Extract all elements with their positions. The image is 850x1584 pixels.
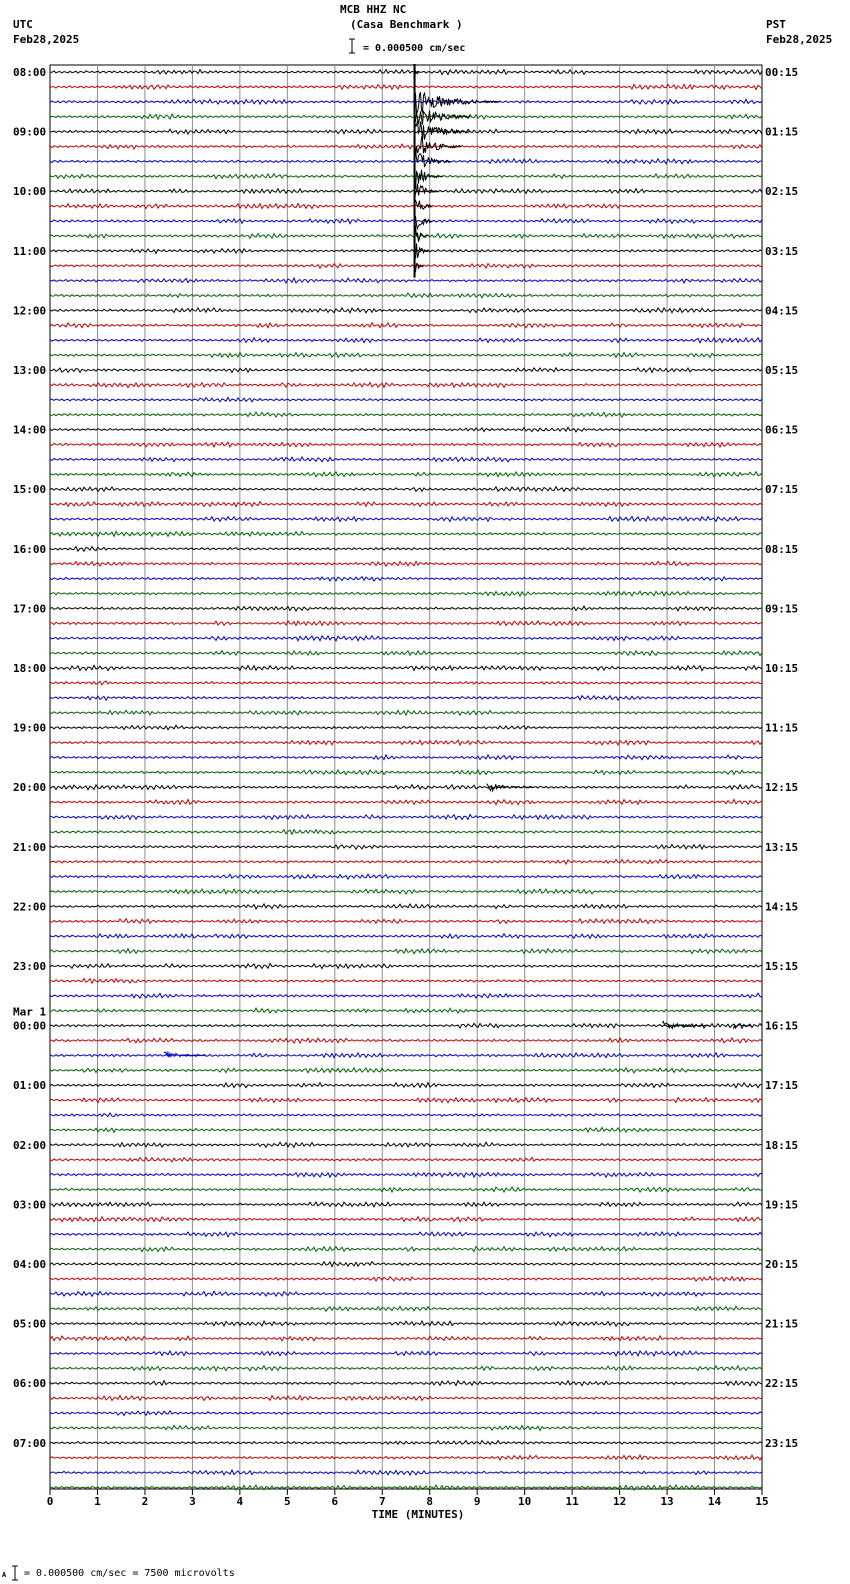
trace-line bbox=[50, 830, 762, 835]
pst-hour-label: 06:15 bbox=[765, 423, 799, 437]
trace-line bbox=[50, 919, 762, 924]
event-waveform bbox=[415, 138, 462, 157]
trace-line bbox=[50, 338, 762, 343]
trace-line bbox=[50, 979, 762, 984]
trace-line bbox=[50, 591, 762, 596]
utc-hour-label: 01:00 bbox=[13, 1079, 47, 1093]
trace-line bbox=[50, 472, 762, 477]
utc-label: UTC bbox=[13, 18, 33, 31]
pst-hour-label: 08:15 bbox=[765, 542, 799, 556]
trace-line bbox=[50, 665, 762, 670]
pst-hour-label: 13:15 bbox=[765, 840, 799, 854]
trace-line bbox=[50, 963, 762, 968]
pst-label: PST bbox=[766, 18, 786, 31]
trace-line bbox=[50, 710, 762, 715]
trace-line bbox=[50, 606, 762, 611]
x-tick-label: 3 bbox=[189, 1495, 196, 1508]
trace-line bbox=[50, 144, 762, 149]
trace-line bbox=[50, 487, 762, 492]
pst-hour-label: 04:15 bbox=[765, 304, 799, 318]
trace-line bbox=[50, 1277, 762, 1282]
plot-frame bbox=[50, 65, 762, 1489]
trace-line bbox=[50, 845, 762, 850]
trace-line bbox=[50, 636, 762, 641]
pst-hour-label: 05:15 bbox=[765, 364, 799, 377]
scale-label: = 0.000500 cm/sec bbox=[363, 43, 466, 54]
footer-marker: A bbox=[2, 1571, 7, 1579]
utc-hour-label: 23:00 bbox=[13, 960, 47, 973]
x-tick-label: 10 bbox=[518, 1495, 532, 1508]
utc-hour-label: 05:00 bbox=[13, 1317, 47, 1331]
trace-line bbox=[50, 1247, 762, 1252]
pst-hour-label: 22:15 bbox=[765, 1377, 799, 1391]
x-axis-title: TIME (MINUTES) bbox=[371, 1508, 465, 1521]
trace-line bbox=[50, 681, 762, 685]
trace-line bbox=[50, 1262, 762, 1267]
pst-hour-label: 20:15 bbox=[765, 1258, 799, 1271]
trace-line bbox=[50, 770, 762, 775]
trace-line bbox=[50, 993, 762, 998]
trace-line bbox=[50, 949, 762, 954]
event-waveform bbox=[415, 184, 438, 203]
trace-line bbox=[50, 547, 762, 552]
trace-line bbox=[50, 1008, 762, 1013]
pst-hour-label: 11:15 bbox=[765, 721, 799, 735]
trace-line bbox=[50, 457, 762, 462]
trace-line bbox=[50, 1336, 762, 1341]
trace-line bbox=[50, 159, 762, 164]
utc-hour-label: 22:00 bbox=[13, 900, 47, 914]
trace-line bbox=[50, 696, 762, 701]
trace-line bbox=[50, 1441, 762, 1445]
pst-hour-label: 02:15 bbox=[765, 185, 799, 199]
utc-hour-label: 06:00 bbox=[13, 1377, 47, 1391]
site-subtitle: (Casa Benchmark ) bbox=[350, 18, 463, 31]
trace-line bbox=[50, 1083, 762, 1088]
utc-hour-label: 12:00 bbox=[13, 304, 47, 318]
event-waveform bbox=[415, 170, 443, 189]
utc-hour-label: 19:00 bbox=[13, 721, 47, 735]
trace-line bbox=[50, 114, 762, 119]
trace-line bbox=[50, 442, 762, 447]
trace-line bbox=[50, 934, 762, 939]
trace-line bbox=[50, 1396, 762, 1401]
utc-hour-label: 00:00 bbox=[13, 1019, 47, 1033]
pst-hour-label: 00:15 bbox=[765, 66, 799, 79]
utc-hour-label: 14:00 bbox=[13, 423, 47, 437]
trace-line bbox=[50, 1098, 762, 1103]
trace-line bbox=[50, 502, 762, 507]
trace-line bbox=[50, 531, 762, 536]
pst-hour-label: 03:15 bbox=[765, 244, 799, 258]
utc-hour-label: 18:00 bbox=[13, 662, 47, 675]
trace-line bbox=[50, 204, 762, 209]
trace-line bbox=[50, 353, 762, 358]
trace-line bbox=[50, 1038, 762, 1043]
utc-hour-label: 13:00 bbox=[13, 364, 47, 377]
trace-line bbox=[50, 174, 762, 179]
x-tick-label: 12 bbox=[612, 1495, 627, 1508]
utc-hour-label: 04:00 bbox=[13, 1258, 47, 1271]
trace-line bbox=[50, 1053, 762, 1058]
x-tick-label: 7 bbox=[378, 1495, 386, 1508]
trace-line bbox=[50, 1425, 762, 1430]
pst-hour-label: 17:15 bbox=[765, 1079, 799, 1093]
pst-hour-label: 15:15 bbox=[765, 960, 799, 973]
utc-hour-label: 21:00 bbox=[13, 840, 47, 854]
x-tick-label: 9 bbox=[473, 1495, 481, 1508]
trace-line bbox=[50, 1321, 762, 1326]
trace-line bbox=[50, 308, 762, 313]
utc-hour-label: 16:00 bbox=[13, 542, 47, 556]
x-tick-label: 15 bbox=[755, 1495, 769, 1508]
x-tick-label: 11 bbox=[565, 1495, 579, 1508]
trace-line bbox=[50, 874, 762, 879]
date-change-label: Mar 1 bbox=[13, 1005, 47, 1019]
pst-hour-label: 12:15 bbox=[765, 781, 799, 795]
trace-line bbox=[50, 99, 762, 104]
trace-line bbox=[50, 1217, 762, 1222]
trace-line bbox=[50, 1470, 762, 1475]
trace-line bbox=[50, 323, 762, 328]
trace-line bbox=[50, 1128, 762, 1133]
utc-hour-label: 02:00 bbox=[13, 1138, 47, 1152]
trace-line bbox=[50, 278, 762, 283]
trace-line bbox=[50, 84, 762, 89]
event-waveform bbox=[164, 1052, 206, 1057]
utc-hour-label: 15:00 bbox=[13, 483, 47, 497]
trace-line bbox=[50, 904, 762, 909]
utc-hour-label: 08:00 bbox=[13, 66, 47, 79]
trace-line bbox=[50, 189, 762, 194]
pst-hour-label: 19:15 bbox=[765, 1198, 799, 1212]
trace-line bbox=[50, 814, 762, 819]
trace-line bbox=[50, 382, 762, 387]
trace-line bbox=[50, 651, 762, 656]
trace-line bbox=[50, 725, 762, 730]
trace-line bbox=[50, 1142, 762, 1147]
x-tick-label: 0 bbox=[46, 1495, 54, 1508]
trace-line bbox=[50, 219, 762, 224]
trace-line bbox=[50, 755, 762, 760]
trace-line bbox=[50, 1157, 762, 1162]
trace-line bbox=[50, 412, 762, 417]
trace-line bbox=[50, 264, 762, 269]
trace-line bbox=[50, 1068, 762, 1073]
trace-line bbox=[50, 1187, 762, 1192]
trace-line bbox=[50, 1306, 762, 1311]
trace-line bbox=[50, 1113, 762, 1117]
footer-scale-note: = 0.000500 cm/sec = 7500 microvolts bbox=[24, 1568, 235, 1579]
trace-line bbox=[50, 577, 762, 581]
x-tick-label: 2 bbox=[141, 1495, 149, 1508]
utc-hour-label: 17:00 bbox=[13, 602, 47, 616]
trace-line bbox=[50, 129, 762, 134]
x-tick-label: 8 bbox=[426, 1495, 434, 1508]
trace-line bbox=[50, 427, 762, 432]
trace-line bbox=[50, 740, 762, 745]
trace-line bbox=[50, 785, 762, 790]
trace-line bbox=[50, 859, 762, 864]
trace-line bbox=[50, 234, 762, 239]
utc-hour-label: 03:00 bbox=[13, 1198, 47, 1212]
utc-hour-label: 09:00 bbox=[13, 125, 47, 139]
pst-hour-label: 14:15 bbox=[765, 900, 799, 914]
trace-line bbox=[50, 397, 762, 401]
pst-hour-label: 07:15 bbox=[765, 483, 799, 497]
pst-date: Feb28,2025 bbox=[766, 33, 833, 46]
trace-line bbox=[50, 1455, 762, 1460]
pst-hour-label: 16:15 bbox=[765, 1019, 799, 1033]
x-tick-label: 14 bbox=[707, 1495, 722, 1508]
pst-hour-label: 10:15 bbox=[765, 662, 799, 675]
x-tick-label: 1 bbox=[94, 1495, 101, 1508]
trace-line bbox=[50, 1381, 762, 1386]
trace-line bbox=[50, 1291, 762, 1296]
trace-line bbox=[50, 1411, 762, 1416]
x-tick-label: 13 bbox=[660, 1495, 674, 1508]
trace-line bbox=[50, 1202, 762, 1207]
pst-hour-label: 01:15 bbox=[765, 125, 799, 139]
utc-hour-label: 11:00 bbox=[13, 244, 47, 258]
trace-line bbox=[50, 889, 762, 894]
trace-line bbox=[50, 1366, 762, 1371]
trace-line bbox=[50, 368, 762, 373]
pst-hour-label: 09:15 bbox=[765, 602, 799, 616]
trace-line bbox=[50, 293, 762, 298]
x-tick-label: 4 bbox=[236, 1495, 244, 1508]
utc-hour-label: 10:00 bbox=[13, 185, 47, 199]
trace-line bbox=[50, 517, 762, 522]
utc-hour-label: 07:00 bbox=[13, 1436, 47, 1450]
trace-line bbox=[50, 70, 762, 75]
event-waveform bbox=[415, 149, 452, 168]
event-waveform bbox=[487, 784, 534, 791]
x-tick-label: 5 bbox=[284, 1495, 291, 1508]
trace-line bbox=[50, 561, 762, 566]
x-tick-label: 6 bbox=[331, 1495, 339, 1508]
trace-line bbox=[50, 249, 762, 254]
trace-line bbox=[50, 1232, 762, 1237]
utc-date: Feb28,2025 bbox=[13, 33, 80, 46]
trace-line bbox=[50, 1023, 762, 1028]
pst-hour-label: 23:15 bbox=[765, 1436, 799, 1450]
station-title: MCB HHZ NC bbox=[340, 3, 407, 16]
utc-hour-label: 20:00 bbox=[13, 781, 47, 795]
trace-line bbox=[50, 1172, 762, 1177]
trace-line bbox=[50, 800, 762, 805]
pst-hour-label: 18:15 bbox=[765, 1138, 799, 1152]
trace-line bbox=[50, 621, 762, 626]
pst-hour-label: 21:15 bbox=[765, 1317, 799, 1331]
trace-line bbox=[50, 1351, 762, 1356]
